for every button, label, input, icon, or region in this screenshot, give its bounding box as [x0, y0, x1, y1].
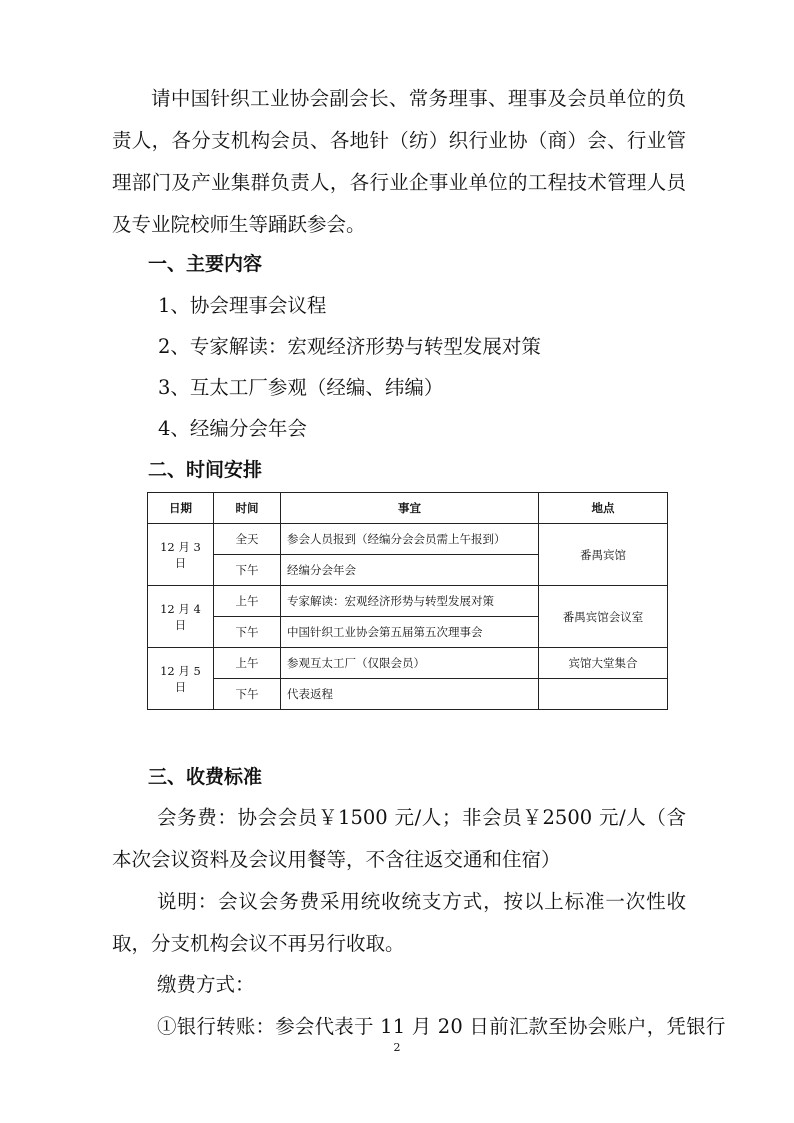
- note-paragraph: 说明：会议会务费采用统收统支方式，按以上标准一次性收取，分支机构会议不再另行收取。: [112, 890, 686, 955]
- section-3-heading: 三、收费标准: [148, 766, 263, 788]
- header-date: 日期: [148, 493, 214, 524]
- section-2-heading: 二、时间安排: [148, 459, 263, 481]
- item-cell: 代表返程: [281, 679, 539, 710]
- table-header-row: [148, 493, 668, 524]
- location-cell: 宾馆大堂集合: [539, 648, 668, 679]
- item-cell: 参会人员报到（经编分会会员需上午报到）: [281, 524, 539, 555]
- time-cell: 上午: [214, 648, 281, 679]
- fee-paragraph: 会务费：协会会员￥1500 元/人；非会员￥2500 元/人（含本次会议资料及会议用餐等，不含往返交通和住宿）: [112, 806, 686, 871]
- time-cell: 下午: [214, 555, 281, 586]
- header-time: 时间: [214, 493, 281, 524]
- header-item: 事宜: [281, 493, 539, 524]
- time-cell: 上午: [214, 586, 281, 617]
- agenda-item-1: 1、协会理事会议程: [158, 294, 327, 317]
- page-number: 2: [393, 1041, 401, 1054]
- agenda-item-3: 3、互太工厂参观（经编、纬编）: [158, 376, 444, 399]
- agenda-item-2: 2、专家解读：宏观经济形势与转型发展对策: [158, 335, 541, 358]
- table-row: [148, 648, 668, 679]
- item-cell: 专家解读：宏观经济形势与转型发展对策: [281, 586, 539, 617]
- date-cell: 12 月 3 日: [148, 524, 214, 586]
- location-cell: [539, 679, 668, 710]
- header-location: 地点: [539, 493, 668, 524]
- item-cell: 经编分会年会: [281, 555, 539, 586]
- time-cell: 全天: [214, 524, 281, 555]
- section-1-heading: 一、主要内容: [148, 253, 263, 275]
- location-cell: 番禺宾馆会议室: [539, 586, 668, 648]
- table-row: [148, 679, 668, 710]
- time-cell: 下午: [214, 679, 281, 710]
- item-cell: 中国针织工业协会第五届第五次理事会: [281, 617, 539, 648]
- bank-transfer-line: ①银行转账：参会代表于 11 月 20 日前汇款至协会账户，凭银行: [157, 1015, 726, 1038]
- payment-label: 缴费方式：: [157, 973, 255, 996]
- intro-paragraph: 请中国针织工业协会副会长、常务理事、理事及会员单位的负责人，各分支机构会员、各地针（纺）织行业协（商）会、行业管理部门及产业集群负责人，各行业企事业单位的工程技术管理人员及专业院校师生等踊跃参会。: [112, 87, 686, 236]
- agenda-item-4: 4、经编分会年会: [158, 417, 307, 440]
- table-row: [148, 524, 668, 555]
- location-cell: 番禺宾馆: [539, 524, 668, 586]
- date-cell: 12 月 5 日: [148, 648, 214, 710]
- table-row: [148, 586, 668, 617]
- schedule-table: [147, 492, 668, 710]
- time-cell: 下午: [214, 617, 281, 648]
- item-cell: 参观互太工厂（仅限会员）: [281, 648, 539, 679]
- date-cell: 12 月 4 日: [148, 586, 214, 648]
